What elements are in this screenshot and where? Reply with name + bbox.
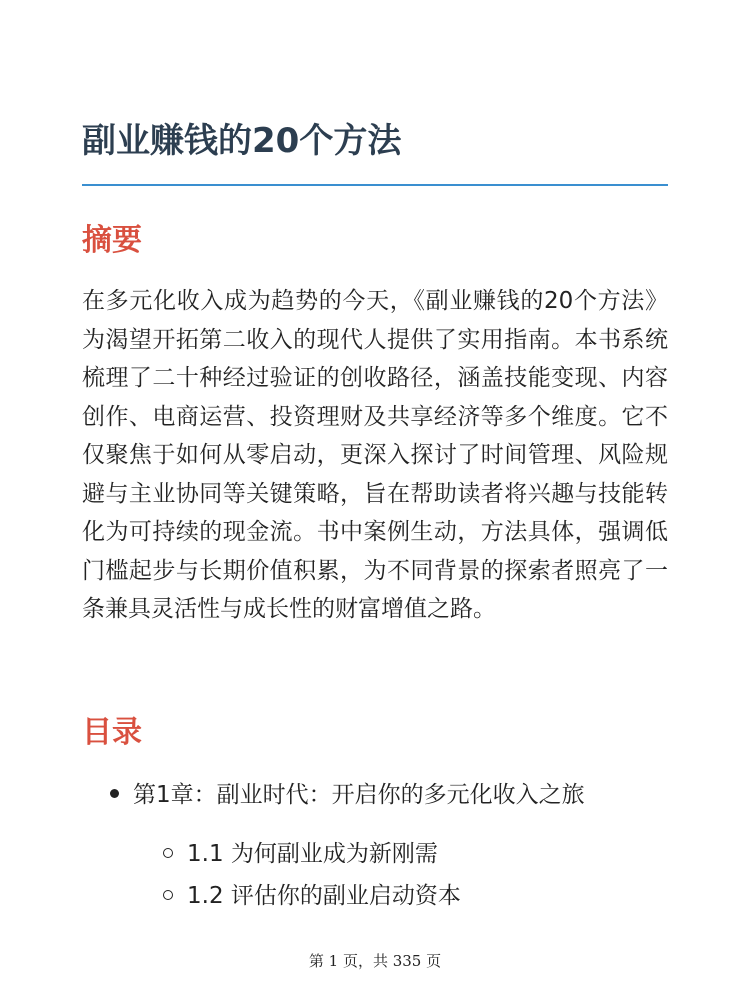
abstract-heading: 摘要 xyxy=(82,223,142,258)
toc-chapter-1-label: 第1章：副业时代：开启你的多元化收入之旅 xyxy=(133,782,585,808)
toc-section-1-2-label: 1.2 评估你的副业启动资本 xyxy=(187,883,461,909)
document-title: 副业赚钱的20个方法 xyxy=(82,121,402,161)
toc-item-section-1-2[interactable] xyxy=(163,879,461,913)
title-divider xyxy=(82,184,668,186)
page-footer: 第 1 页，共 335 页 xyxy=(308,952,442,970)
toc-item-section-1-1[interactable] xyxy=(163,837,438,871)
toc-item-chapter-1[interactable] xyxy=(110,778,585,812)
toc-heading: 目录 xyxy=(82,715,142,750)
bullet-disc-icon xyxy=(110,789,119,798)
abstract-paragraph: 在多元化收入成为趋势的今天，《副业赚钱的20个方法》为渴望开拓第二收入的现代人提供了实用指南。本书系统梳理了二十种经过验证的创收路径，涵盖技能变现、内容创作、电商运营、投资理财及共享经济等多个维度。它不仅聚焦于如何从零启动，更深入探讨了时间管理、风险规避与主业协同等关键策略，旨在帮助读者将兴趣与技能转化为可持续的现金流。书中案例生动，方法具体，强调低门槛起步与长期价值积累，为不同背景的探索者照亮了一条兼具灵活性与成长性的财富增值之路。 xyxy=(82,288,668,622)
bullet-circle-icon xyxy=(163,890,173,900)
toc-section-1-1-label: 1.1 为何副业成为新刚需 xyxy=(187,841,438,867)
bullet-circle-icon xyxy=(163,848,173,858)
